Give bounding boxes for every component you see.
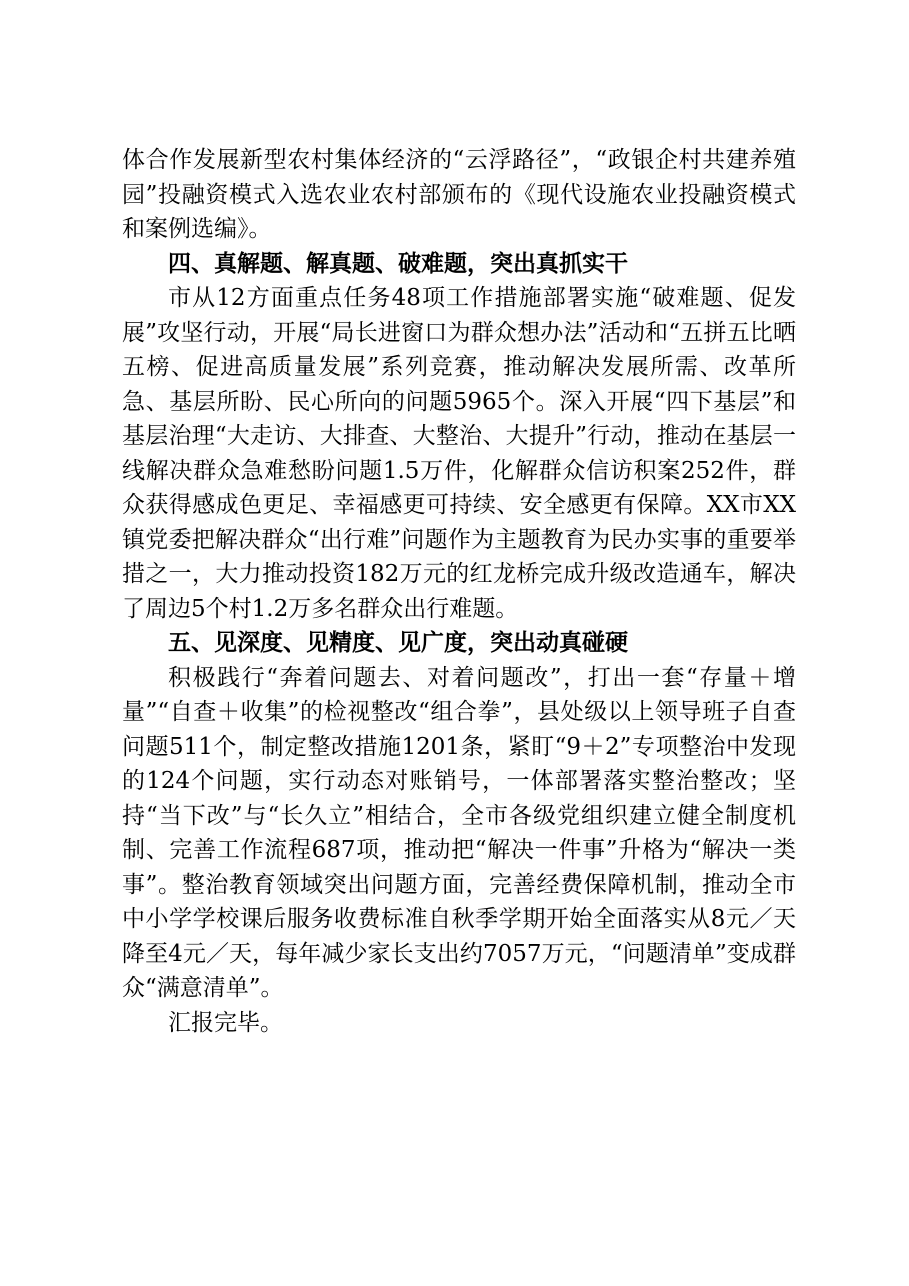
- section-4-paragraph: 市从12方面重点任务48项工作措施部署实施“破难题、促发展”攻坚行动，开展“局长进窗口为群众想办法”活动和“五拼五比晒五榜、促进高质量发展”系列竞赛，推动解决发展所需、改革所急、基层所盼、民心所向的问题5965个。深入开展“四下基层”和基层治理“大走访、大排查、大整治、大提升”行动，推动在基层一线解决群众急难愁盼问题1.5万件，化解群众信访积案252件，群众获得感成色更足、幸福感更可持续、安全感更有保障。XX市XX镇党委把解决群众“出行难”问题作为主题教育为民办实事的重要举措之一，大力推动投资182万元的红龙桥完成升级改造通车，解决了周边5个村1.2万多名群众出行难题。: [122, 285, 796, 622]
- intro-paragraph: 体合作发展新型农村集体经济的“云浮路径”，“政银企村共建养殖园”投融资模式入选农业农村部颁布的《现代设施农业投融资模式和案例选编》。: [122, 147, 796, 242]
- closing-remark: 汇报完毕。: [168, 1009, 283, 1036]
- section-4-heading: 四、真解题、解真题、破难题，突出真抓实干: [168, 250, 628, 277]
- document-page: [122, 143, 796, 1040]
- section-5-paragraph: 积极践行“奔着问题去、对着问题改”，打出一套“存量＋增量”“自查＋收集”的检视整改“组合拳”，县处级以上领导班子自查问题511个，制定整改措施1201条，紧盯“9＋2”专项整治中发现的124个问题，实行动态对账销号，一体部署落实整治整改；坚持“当下改”与“长久立”相结合，全市各级党组织建立健全制度机制、完善工作流程687项，推动把“解决一件事”升格为“解决一类事”。整治教育领域突出问题方面，完善经费保障机制，推动全市中小学学校课后服务收费标准自秋季学期开始全面落实从8元／天降至4元／天，每年减少家长支出约7057万元，“问题清单”变成群众“满意清单”。: [122, 664, 796, 1001]
- section-5-heading: 五、见深度、见精度、见广度，突出动真碰硬: [168, 630, 628, 656]
